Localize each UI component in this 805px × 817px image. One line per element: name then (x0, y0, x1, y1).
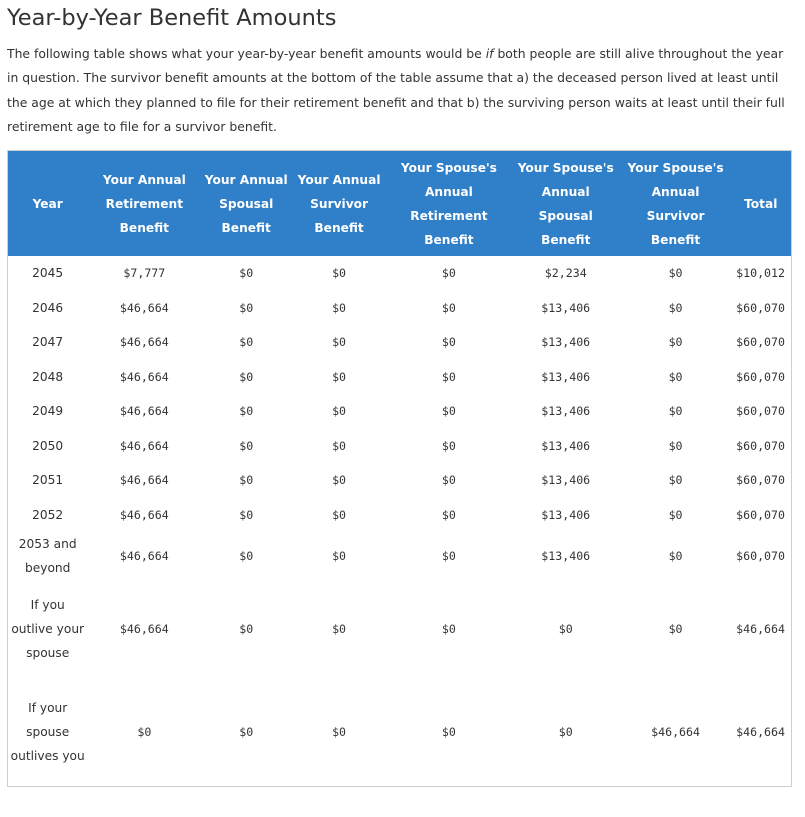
table-row (8, 498, 792, 533)
benefit-cell: $7,777 (123, 266, 166, 281)
benefit-cell: $0 (441, 725, 456, 740)
benefit-cell: $13,406 (541, 438, 591, 453)
benefit-cell: $0 (668, 369, 683, 384)
benefit-cell: $0 (239, 549, 254, 564)
header-year: Year (8, 151, 88, 257)
benefit-cell: $13,406 (541, 473, 591, 488)
total-cell: $60,070 (736, 438, 785, 453)
benefit-cell: $46,664 (119, 335, 169, 350)
table-row (8, 394, 792, 429)
total-cell: $10,012 (736, 266, 785, 281)
header-your-retirement: Your Annual Retirement Benefit (87, 151, 201, 257)
total-cell: $46,664 (736, 725, 785, 740)
benefit-cell: $0 (332, 369, 347, 384)
benefit-cell: $0 (332, 473, 347, 488)
benefit-cell: $0 (332, 335, 347, 350)
year-cell: 2050 (32, 438, 64, 453)
total-cell: $60,070 (736, 300, 785, 315)
year-cell: 2049 (32, 404, 64, 419)
benefit-cell: $2,234 (544, 266, 587, 281)
benefit-cell: $0 (239, 725, 254, 740)
benefit-cell: $0 (558, 725, 573, 740)
year-cell: If your spouse outlives you (10, 701, 85, 764)
benefit-cell: $13,406 (541, 369, 591, 384)
benefit-cell: $0 (239, 507, 254, 522)
benefit-cell: $0 (239, 404, 254, 419)
intro-emphasis: if (485, 46, 494, 61)
benefit-cell: $46,664 (119, 473, 169, 488)
total-cell: $60,070 (736, 404, 785, 419)
benefit-cell: $0 (239, 266, 254, 281)
benefit-cell: $46,664 (119, 507, 169, 522)
benefit-cell: $46,664 (119, 438, 169, 453)
total-cell: $60,070 (736, 507, 785, 522)
benefit-cell: $13,406 (541, 335, 591, 350)
year-cell: 2045 (32, 266, 64, 281)
benefit-cell: $46,664 (119, 622, 169, 637)
table-body (8, 256, 792, 787)
benefit-cell: $0 (332, 404, 347, 419)
benefit-cell: $0 (332, 725, 347, 740)
table-row (8, 463, 792, 498)
table-row (8, 291, 792, 326)
year-cell: 2052 (32, 507, 64, 522)
year-cell: 2053 and beyond (18, 537, 77, 576)
total-cell: $60,070 (736, 369, 785, 384)
page-title: Year-by-Year Benefit Amounts (7, 5, 337, 31)
header-spouse-survivor: Your Spouse's Annual Survivor Benefit (621, 151, 731, 257)
intro-text-start: The following table shows what your year-by-year benefit amounts would be (7, 46, 486, 61)
header-total: Total (730, 151, 791, 257)
benefit-cell: $0 (332, 549, 347, 564)
benefit-cell: $0 (441, 507, 456, 522)
benefit-cell: $0 (441, 622, 456, 637)
benefit-cell: $0 (668, 404, 683, 419)
benefit-cell: $0 (668, 438, 683, 453)
benefit-cell: $0 (332, 438, 347, 453)
benefit-cell: $0 (332, 622, 347, 637)
benefit-cell: $0 (558, 622, 573, 637)
benefit-cell: $0 (332, 300, 347, 315)
table-row (8, 256, 792, 291)
total-cell: $60,070 (736, 549, 785, 564)
benefit-cell: $0 (239, 335, 254, 350)
benefit-cell: $46,664 (119, 549, 169, 564)
benefit-cell: $0 (239, 438, 254, 453)
benefit-cell: $13,406 (541, 507, 591, 522)
benefit-cell: $0 (137, 725, 152, 740)
benefit-cell: $0 (441, 369, 456, 384)
benefit-cell: $0 (668, 473, 683, 488)
intro-paragraph (7, 42, 797, 139)
year-cell: 2051 (32, 473, 64, 488)
benefit-cell: $0 (441, 300, 456, 315)
header-spouse-spousal: Your Spouse's Annual Spousal Benefit (511, 151, 621, 257)
benefit-cell: $0 (239, 369, 254, 384)
year-cell: 2047 (32, 335, 64, 350)
total-cell: $46,664 (736, 622, 785, 637)
benefit-cell: $0 (668, 507, 683, 522)
benefit-cell: $46,664 (119, 300, 169, 315)
year-cell: If you outlive your spouse (11, 598, 85, 661)
table-row (8, 580, 792, 678)
intro-text-end: both people are still alive throughout the year in question. The survivor benefit amounts at the bottom of the table assume that a) the deceased person lived at least until the age at which they planned to file for their retirement benefit and that b) the surviving person waits at least until their full retirement age to file for a survivor benefit. (7, 46, 785, 134)
total-cell: $60,070 (736, 473, 785, 488)
benefit-cell: $46,664 (651, 725, 700, 740)
header-spouse-retirement: Your Spouse's Annual Retirement Benefit (387, 151, 511, 257)
benefit-cell: $46,664 (119, 404, 169, 419)
benefit-cell: $13,406 (541, 549, 591, 564)
header-your-survivor: Your Annual Survivor Benefit (291, 151, 387, 257)
benefit-cell: $0 (441, 473, 456, 488)
table-row (8, 532, 792, 580)
benefit-cell: $0 (239, 300, 254, 315)
year-cell: 2046 (32, 300, 64, 315)
table-header-row (8, 151, 792, 257)
table-row (8, 429, 792, 464)
year-cell: 2048 (32, 369, 64, 384)
benefit-cell: $0 (441, 549, 456, 564)
table-row (8, 325, 792, 360)
benefit-cell: $13,406 (541, 300, 591, 315)
benefit-cell: $0 (668, 549, 683, 564)
benefit-cell: $13,406 (541, 404, 591, 419)
benefit-cell: $0 (332, 507, 347, 522)
table-row (8, 360, 792, 395)
benefit-cell: $0 (668, 622, 683, 637)
benefit-cell: $0 (441, 266, 456, 281)
benefit-cell: $0 (239, 473, 254, 488)
benefit-cell: $0 (668, 300, 683, 315)
header-your-spousal: Your Annual Spousal Benefit (201, 151, 291, 257)
benefit-cell: $0 (668, 266, 683, 281)
total-cell: $60,070 (736, 335, 785, 350)
benefit-cell: $0 (441, 404, 456, 419)
benefit-cell: $0 (668, 335, 683, 350)
table-row (8, 678, 792, 787)
benefit-table (7, 150, 792, 787)
benefit-cell: $0 (332, 266, 347, 281)
benefit-cell: $0 (239, 622, 254, 637)
benefit-cell: $0 (441, 438, 456, 453)
benefit-cell: $0 (441, 335, 456, 350)
benefit-cell: $46,664 (119, 369, 169, 384)
